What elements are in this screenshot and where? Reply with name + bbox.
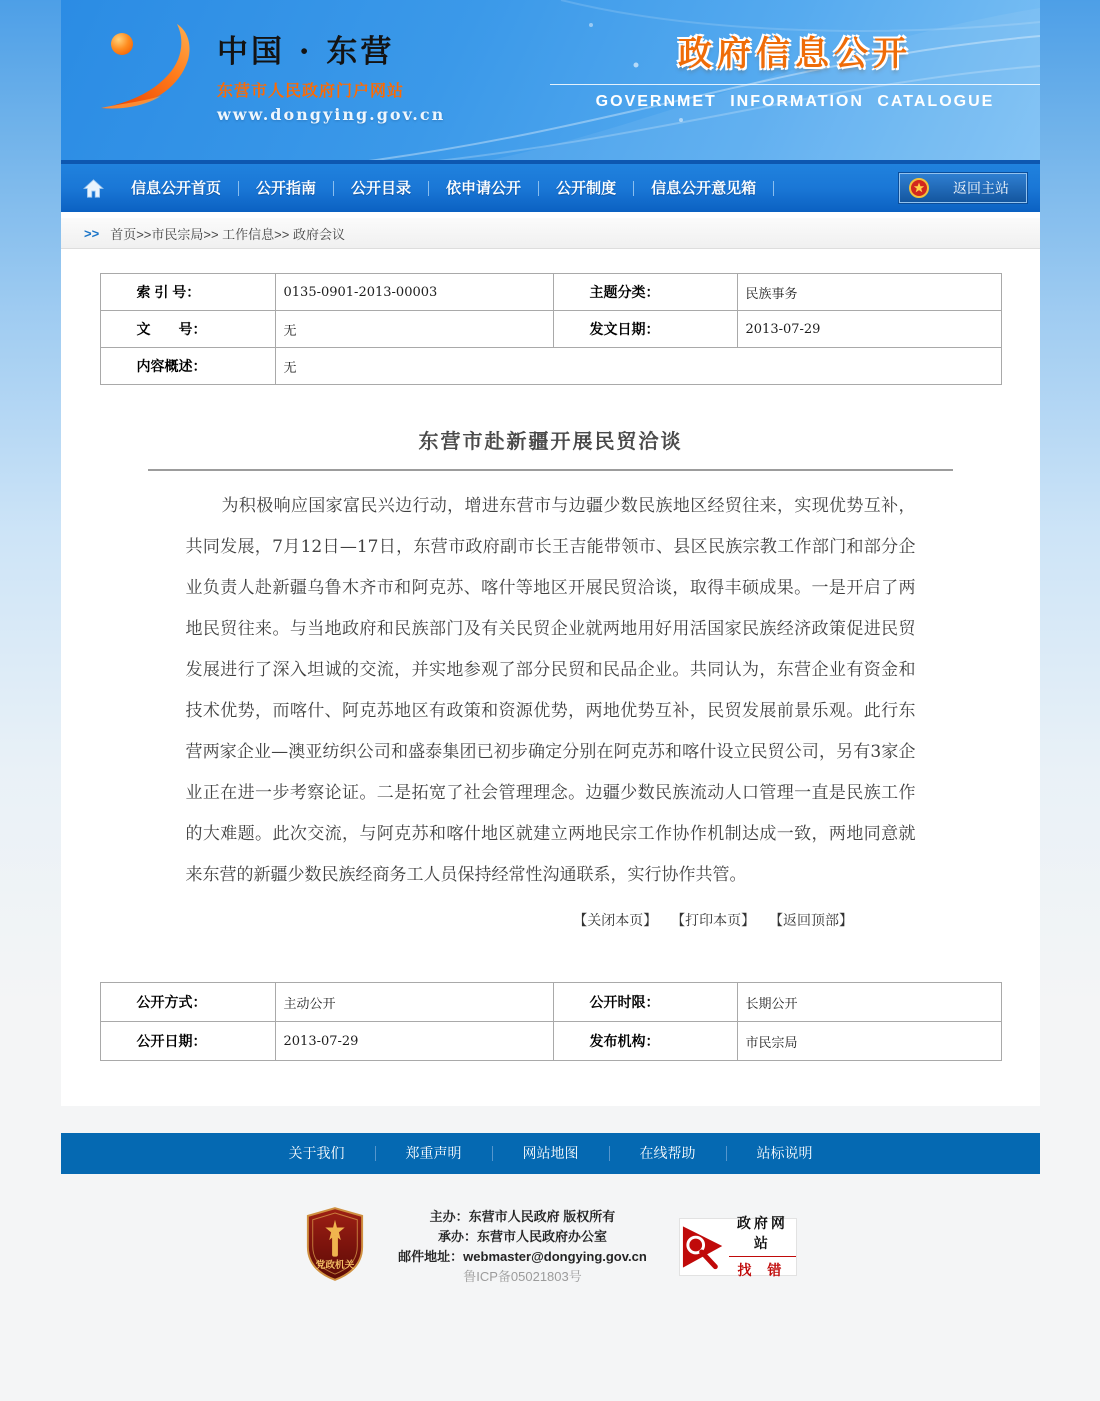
publication-meta-table	[100, 982, 1002, 1061]
site-identity	[217, 14, 445, 124]
print-page-link[interactable]: 【打印本页】	[671, 912, 756, 928]
site-name: 中国 · 东营	[217, 34, 395, 70]
table-row	[100, 348, 1001, 385]
footer-icp-line: 鲁ICP备05021803号	[463, 1268, 582, 1284]
pub-label-duration: 公开时限：	[553, 983, 737, 1022]
pub-value-method: 主动公开	[275, 983, 553, 1022]
banner-title-block	[550, 26, 1040, 111]
error-report-magnifier-icon	[680, 1222, 725, 1272]
back-to-top-link[interactable]: 【返回顶部】	[769, 912, 853, 928]
table-row	[100, 274, 1001, 311]
breadcrumb	[61, 218, 1040, 249]
nav-item-apply[interactable]: 依申请公开	[429, 181, 539, 196]
main-navbar	[61, 160, 1040, 212]
document-meta-table	[100, 273, 1002, 385]
content-container	[61, 0, 1040, 1287]
pub-value-date: 2013-07-29	[275, 1022, 553, 1061]
footer-link-statement[interactable]: 郑重声明	[376, 1146, 493, 1161]
meta-value-index: 0135-0901-2013-00003	[275, 274, 553, 311]
meta-value-summary: 无	[275, 348, 1001, 385]
nav-item-catalogue[interactable]: 公开目录	[334, 181, 429, 196]
banner-subtitle: GOVERNMET INFORMATION CATALOGUE	[595, 93, 995, 110]
meta-value-topic: 民族事务	[737, 274, 1001, 311]
meta-value-pubdate: 2013-07-29	[737, 311, 1001, 348]
party-government-badge[interactable]	[304, 1206, 366, 1287]
footer-link-logo-info[interactable]: 站标说明	[756, 1145, 813, 1161]
return-main-site-label: 返回主站	[953, 180, 1009, 196]
dongying-swoosh-icon	[93, 14, 211, 122]
nav-item-rules[interactable]: 公开制度	[539, 181, 634, 196]
meta-label-docno: 文 号：	[100, 311, 275, 348]
error-badge-site-label: 政府网站	[736, 1215, 788, 1251]
footer-organizer-line: 承办：东营市人民政府办公室	[437, 1228, 607, 1244]
nav-item-home[interactable]: 信息公开首页	[114, 181, 239, 196]
table-row	[100, 1022, 1001, 1061]
site-subtitle: 东营市人民政府门户网站	[217, 83, 405, 100]
footer-link-help[interactable]: 在线帮助	[610, 1146, 727, 1161]
return-main-site-button[interactable]	[899, 173, 1027, 203]
table-row	[100, 311, 1001, 348]
article-main	[61, 249, 1040, 1106]
close-page-link[interactable]: 【关闭本页】	[573, 912, 658, 928]
article-body: 为积极响应国家富民兴边行动，增进东营市与边疆少数民族地区经贸往来，实现优势互补，共同发展，7月12日—17日，东营市政府副市长王吉能带领市、县区民族宗教工作部门和部分企业负责人赴新疆乌鲁木齐市和阿克苏、喀什等地区开展民贸洽谈，取得丰硕成果。一是开启了两地民贸往来。与当地政府和民族部门及有关民贸企业就两地用好用活国家民族经济政策促进民贸发展进行了深入坦诚的交流，并实地参观了部分民贸和民品企业。共同认为，东营企业有资金和技术优势，而喀什、阿克苏地区有政策和资源优势，两地优势互补，民贸发展前景乐观。此行东营两家企业—澳亚纺织公司和盛泰集团已初步确定分别在阿克苏和喀什设立民贸公司，另有3家企业正在进一步考察论证。二是拓宽了社会管理理念。边疆少数民族流动人口管理一直是民族工作的大难题。此次交流，与阿克苏和喀什地区就建立两地民宗工作协作机制达成一致，两地同意就来东营的新疆少数民族经商务工人员保持经常性沟通联系，实行协作共管。	[185, 496, 916, 885]
title-divider	[148, 469, 953, 471]
meta-value-docno: 无	[275, 311, 553, 348]
national-emblem-icon	[909, 178, 929, 198]
page-title: 东营市赴新疆开展民贸洽谈	[418, 429, 683, 453]
home-icon[interactable]	[83, 179, 104, 198]
meta-label-pubdate: 发文日期：	[553, 311, 737, 348]
banner-title: 政府信息公开	[678, 35, 912, 73]
party-badge-label: 党政机关	[315, 1260, 355, 1272]
footer-text-block	[398, 1207, 647, 1287]
meta-label-summary: 内容概述：	[100, 348, 275, 385]
footer-host-line: 主办：东营市人民政府 版权所有	[429, 1208, 616, 1224]
pub-label-date: 公开日期：	[100, 1022, 275, 1061]
error-badge-text	[729, 1213, 796, 1280]
breadcrumb-arrow-icon: >>	[84, 225, 100, 241]
nav-item-guide[interactable]: 公开指南	[239, 181, 334, 196]
nav-item-mailbox[interactable]: 信息公开意见箱	[634, 181, 774, 196]
error-badge-divider	[729, 1256, 796, 1257]
site-url: www.dongying.gov.cn	[217, 105, 446, 124]
header-banner	[61, 0, 1040, 160]
banner-divider	[550, 84, 1040, 85]
content-area	[61, 212, 1040, 1106]
breadcrumb-path[interactable]: 首页>>市民宗局>> 工作信息>> 政府会议	[110, 226, 345, 242]
table-row	[100, 983, 1001, 1022]
page-actions	[148, 910, 953, 930]
pub-value-agency: 市民宗局	[737, 1022, 1001, 1061]
footer-link-sitemap[interactable]: 网站地图	[493, 1146, 610, 1161]
pub-label-agency: 发布机构：	[553, 1022, 737, 1061]
site-error-report-badge[interactable]	[679, 1215, 797, 1278]
pub-label-method: 公开方式：	[100, 983, 275, 1022]
error-badge-action-label: 找 错	[737, 1262, 788, 1278]
pub-value-duration: 长期公开	[737, 983, 1001, 1022]
footer-link-about[interactable]: 关于我们	[259, 1146, 376, 1161]
site-logo	[93, 14, 445, 124]
footer-credits	[61, 1206, 1040, 1287]
footer-email-line: 邮件地址：webmaster@dongying.gov.cn	[398, 1248, 647, 1264]
footer-navbar	[61, 1133, 1040, 1174]
meta-label-index: 索 引 号：	[100, 274, 275, 311]
meta-label-topic: 主题分类：	[553, 274, 737, 311]
